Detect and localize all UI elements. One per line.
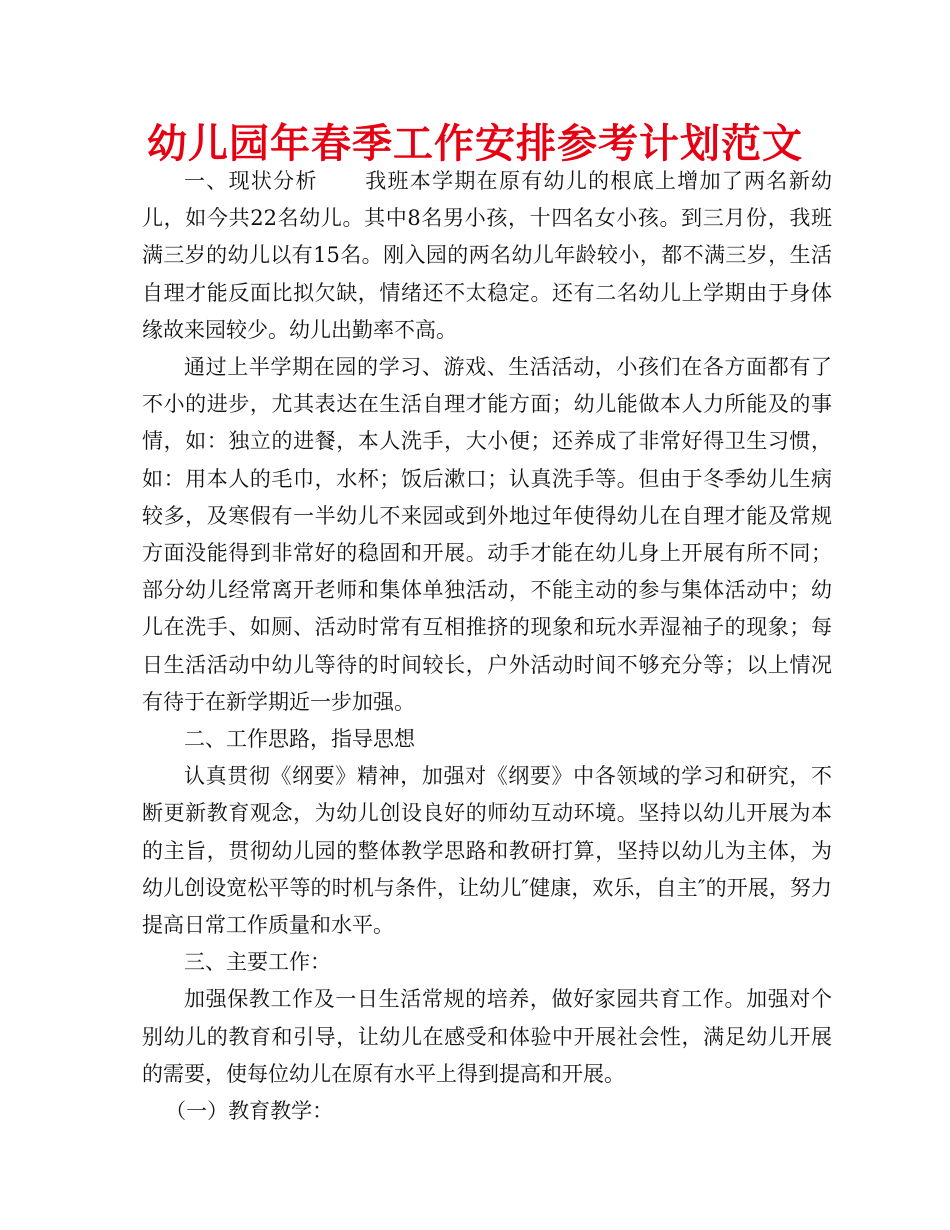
- document-title: 幼儿园年春季工作安排参考计划范文: [147, 121, 803, 167]
- document-body: [142, 163, 832, 1130]
- section-3-heading: 三、主要工作：: [184, 950, 331, 975]
- section-2-heading: 二、工作思路，指导思想: [184, 727, 415, 752]
- section-1-paragraph-1: [142, 163, 832, 349]
- section-1-paragraph-2: 通过上半学期在园的学习、游戏、生活活动，小孩们在各方面都有了不小的进步，尤其表达在生活自理才能方面；幼儿能做本人力所能及的事情，如：独立的进餐，本人洗手，大小便；还养成了非常好得卫生习惯，如：用本人的毛巾，水杯；饭后漱口；认真洗手等。但由于冬季幼儿生病较多，及寒假有一半幼儿不来园或到外地过年使得幼儿在自理才能及常规方面没能得到非常好的稳固和开展。动手才能在幼儿身上开展有所不同；部分幼儿经常离开老师和集体单独活动，不能主动的参与集体活动中；幼儿在洗手、如厕、活动时常有互相推挤的现象和玩水弄湿袖子的现象；每日生活活动中幼儿等待的时间较长，户外活动时间不够充分等；以上情况有待于在新学期近一步加强。: [142, 355, 832, 714]
- section-1-heading: 一、现状分析: [184, 169, 318, 193]
- section-2-paragraph-1: 认真贯彻《纲要》精神，加强对《纲要》中各领域的学习和研究，不断更新教育观念，为幼儿创设良好的师幼互动环境。坚持以幼儿开展为本的主旨，贯彻幼儿园的整体教学思路和教研打算，坚持以幼儿为主体，为幼儿创设宽松平等的时机与条件，让幼儿″健康，欢乐，自主″的开展，努力提高日常工作质量和水平。: [142, 764, 832, 938]
- section-1-text-1: 我班本学期在原有幼儿的根底上增加了两名新幼儿，如今共22名幼儿。其中8名男小孩，十四名女小孩。到三月份，我班满三岁的幼儿以有15名。刚入园的两名幼儿年龄较小，都不满三岁，生活自理才能反面比拟欠缺，情绪还不太稳定。还有二名幼儿上学期由于身体缘故来园较少。幼儿出勤率不高。: [142, 169, 833, 342]
- section-3-paragraph-1: 加强保教工作及一日生活常规的培养，做好家园共育工作。加强对个别幼儿的教育和引导，让幼儿在感受和体验中开展社会性，满足幼儿开展的需要，使每位幼儿在原有水平上得到提高和开展。: [142, 987, 832, 1086]
- section-3-sub-heading: （一）教育教学：: [165, 1099, 334, 1124]
